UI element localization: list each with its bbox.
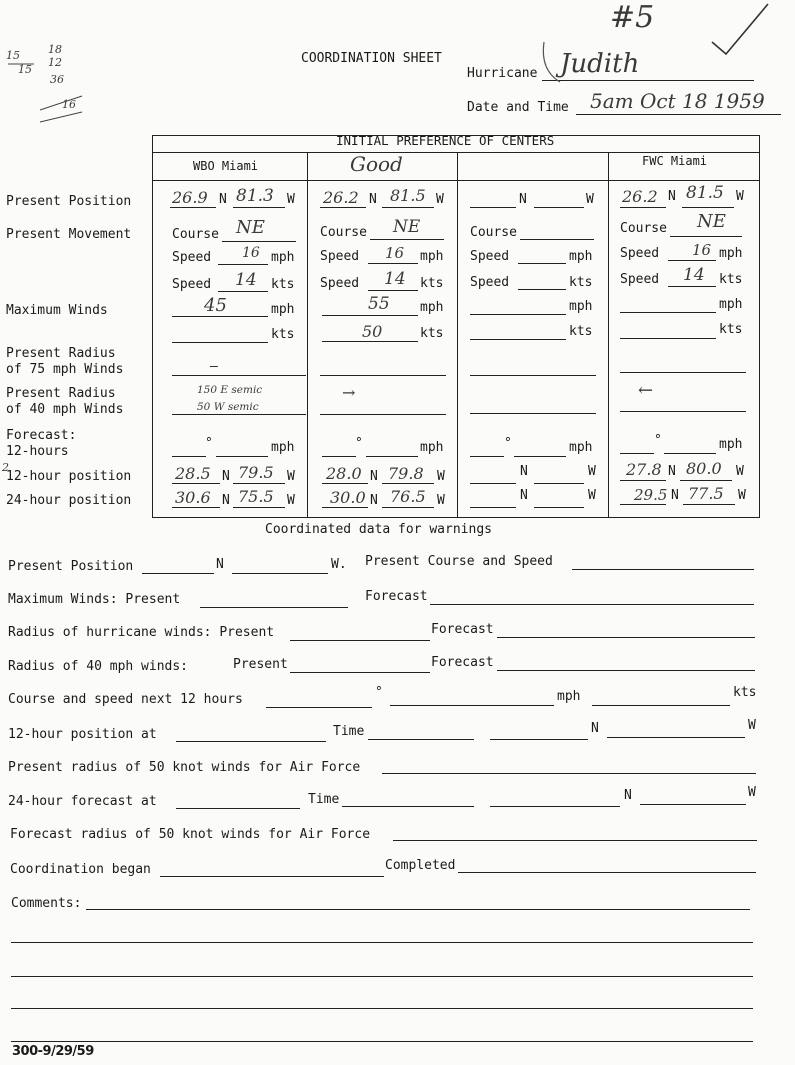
- good-p24-w-line: [382, 507, 434, 508]
- fwc-p24-w-line: [683, 504, 735, 505]
- forecast24-time-label: Time: [308, 792, 340, 807]
- wbo-speed-mph-label: Speed: [172, 250, 212, 265]
- margin-note-3: 18: [48, 43, 62, 56]
- fwc-pos-w-unit: W: [736, 189, 744, 204]
- blank-speed-kts-unit: kts: [569, 275, 593, 290]
- good-r75-line: [320, 375, 446, 376]
- radius-40-present-line: [290, 672, 430, 673]
- forecast24-n-unit: N: [624, 788, 632, 803]
- good-max-mph-line: [322, 315, 418, 316]
- good-speed-mph-value: 16: [385, 244, 405, 262]
- wbo-p12-n-line: [172, 483, 220, 484]
- good-speed-mph-line: [368, 263, 418, 264]
- wbo-course-value: NE: [236, 217, 265, 238]
- good-speed-kts-value: 14: [384, 269, 406, 289]
- table-caption-rule: [152, 152, 760, 153]
- wbo-p12-n-unit: N: [222, 469, 230, 484]
- margin-note-1: 15: [6, 49, 20, 62]
- label-12-hours: 12-hours: [6, 444, 69, 459]
- forecast24-at-label: 24-hour forecast at: [8, 794, 157, 809]
- blank-r75-line: [470, 375, 596, 376]
- forecast24-w-unit: W: [748, 785, 756, 800]
- good-max-kts-line: [322, 341, 418, 342]
- label-radius40-line2: of 40 mph Winds: [6, 402, 124, 417]
- fwc-speed-mph-value: 16: [692, 241, 712, 259]
- fwc-fc-deg-line: [620, 453, 654, 454]
- good-speed-kts-line: [368, 290, 418, 291]
- column-header-wbo: WBO Miami: [193, 159, 259, 173]
- wbo-speed-mph-line: [218, 264, 268, 265]
- label-radius75-line2: of 75 mph Winds: [6, 362, 124, 377]
- course-speed-12-kts-line: [592, 705, 730, 706]
- fwc-r75-line: [620, 372, 746, 373]
- wbo-p24-w-line: [233, 507, 285, 508]
- max-winds-present-line: [200, 607, 348, 608]
- good-max-mph-value: 55: [368, 294, 390, 314]
- comments-line-4: [11, 1008, 753, 1009]
- pos12-n-unit: N: [591, 721, 599, 736]
- blank-max-kts-unit: kts: [569, 324, 593, 339]
- fwc-pos-n-line: [620, 207, 666, 208]
- wbo-speed-kts-value: 14: [235, 270, 257, 290]
- date-time-value: 5am Oct 18 1959: [590, 89, 765, 113]
- radius-40-present-label: Present: [233, 657, 288, 672]
- blank-p12-n-line: [470, 483, 516, 484]
- corner-mark: #5: [610, 0, 655, 35]
- table-col-divider-1: [307, 152, 308, 517]
- good-max-kts-unit: kts: [420, 326, 444, 341]
- radius-40-forecast-label: Forecast: [431, 655, 494, 670]
- fwc-p12-n-line: [620, 480, 666, 481]
- wbo-r75-line: [172, 375, 306, 376]
- margin-rule-2: [40, 96, 82, 110]
- max-winds-forecast-label: Forecast: [365, 589, 428, 604]
- present-position-n-unit: N: [216, 557, 224, 572]
- radius-40-forecast-line: [497, 670, 755, 671]
- table-col-divider-3: [608, 152, 609, 517]
- fwc-max-kts-line: [620, 338, 716, 339]
- fwc-course-label: Course: [620, 221, 667, 236]
- fwc-max-mph-line: [620, 312, 716, 313]
- wbo-r40-value-2: 50 W semic: [197, 401, 259, 413]
- blank-fc-mph-line: [514, 456, 566, 457]
- radius50-forecast-label: Forecast radius of 50 knot winds for Air Force: [10, 827, 371, 842]
- forecast24-at-line: [176, 808, 300, 809]
- coord-began-label: Coordination began: [10, 862, 151, 877]
- fwc-p24-n-line: [620, 504, 666, 505]
- wbo-course-label: Course: [172, 227, 219, 242]
- blank-speed-mph-unit: mph: [569, 249, 593, 264]
- blank-max-kts-line: [470, 339, 566, 340]
- wbo-p24-w-value: 75.5: [238, 487, 274, 506]
- course-speed-12-mph-unit: mph: [557, 689, 581, 704]
- wbo-p24-w-unit: W: [287, 493, 295, 508]
- present-course-speed-line: [572, 569, 754, 570]
- wbo-max-mph-unit: mph: [271, 302, 295, 317]
- good-p24-w-unit: W: [437, 493, 445, 508]
- wbo-p12-w-value: 79.5: [238, 463, 274, 482]
- margin-note-2: 15: [18, 63, 32, 76]
- forecast24-time-line: [342, 806, 474, 807]
- fwc-p24-n-value: 29.5: [634, 486, 668, 504]
- pos12-time-line: [368, 739, 474, 740]
- comments-line-1: [86, 909, 750, 910]
- good-p24-n-line: [322, 507, 368, 508]
- fwc-pos-n-unit: N: [668, 189, 676, 204]
- date-time-label: Date and Time: [467, 100, 569, 115]
- completed-label: Completed: [385, 858, 456, 873]
- radius-hurricane-forecast-label: Forecast: [431, 622, 494, 637]
- column-header-fwc: FWC Miami: [642, 154, 708, 168]
- wbo-max-kts-unit: kts: [271, 327, 295, 342]
- good-pos-w-line: [382, 207, 434, 208]
- good-fc-deg-unit: °: [355, 436, 363, 451]
- course-speed-12-deg-unit: °: [375, 685, 383, 700]
- good-fc-deg-line: [322, 456, 356, 457]
- margin-note-4: 12: [48, 56, 62, 69]
- max-winds-forecast-line: [430, 604, 754, 605]
- fwc-p12-n-unit: N: [668, 464, 676, 479]
- comments-line-2: [11, 942, 753, 943]
- blank-speed-kts-line: [518, 289, 566, 290]
- good-p12-w-value: 79.8: [388, 464, 424, 483]
- wbo-fc-mph-unit: mph: [271, 440, 295, 455]
- wbo-p24-n-line: [172, 507, 220, 508]
- pos12-at-line: [176, 741, 326, 742]
- blank-course-label: Course: [470, 225, 517, 240]
- good-fc-mph-unit: mph: [420, 440, 444, 455]
- comments-line-3: [11, 976, 753, 977]
- fwc-r40-line: [620, 411, 746, 412]
- pos12-time-label: Time: [333, 724, 365, 739]
- fwc-speed-kts-line: [668, 286, 716, 287]
- radius50-forecast-line: [393, 840, 757, 841]
- blank-speed-mph-label: Speed: [470, 249, 510, 264]
- comments-label: Comments:: [11, 896, 82, 911]
- fwc-r40-value: ←: [638, 380, 654, 401]
- present-position-label: Present Position: [8, 559, 134, 574]
- course-speed-12-kts-unit: kts: [733, 685, 757, 700]
- blank-fc-deg-unit: °: [504, 436, 512, 451]
- judith-flourish: [543, 42, 560, 82]
- fwc-pos-n-value: 26.2: [622, 187, 658, 206]
- fwc-speed-mph-unit: mph: [719, 246, 743, 261]
- good-pos-n-unit: N: [369, 192, 377, 207]
- fwc-course-line: [670, 236, 742, 237]
- wbo-p12-w-unit: W: [287, 469, 295, 484]
- fwc-p24-w-unit: W: [738, 488, 746, 503]
- good-pos-w-unit: W: [436, 192, 444, 207]
- course-speed-12-label: Course and speed next 12 hours: [8, 692, 243, 707]
- wbo-pos-w-value: 81.3: [236, 186, 274, 206]
- label-present-position: Present Position: [6, 194, 132, 209]
- column-header-good: Good: [350, 152, 403, 176]
- fwc-fc-mph-line: [664, 453, 716, 454]
- course-speed-12-deg-line: [266, 707, 372, 708]
- blank-r40-line: [470, 413, 596, 414]
- coordinated-data-heading: Coordinated data for warnings: [265, 522, 492, 537]
- wbo-pos-n-line: [170, 207, 216, 208]
- wbo-speed-kts-line: [218, 291, 268, 292]
- margin-note-5: 36: [50, 73, 64, 86]
- completed-line: [458, 872, 756, 873]
- good-p12-n-line: [322, 483, 368, 484]
- margin-note-6: 16: [62, 98, 76, 111]
- wbo-p24-n-unit: N: [222, 493, 230, 508]
- wbo-course-line: [222, 241, 296, 242]
- fwc-max-kts-unit: kts: [719, 322, 743, 337]
- pos12-w-unit: W: [748, 718, 756, 733]
- good-p24-n-value: 30.0: [330, 488, 366, 507]
- blank-max-mph-line: [470, 314, 566, 315]
- fwc-pos-w-line: [682, 207, 734, 208]
- radius-hurricane-forecast-line: [497, 637, 755, 638]
- label-24-hour-position: 24-hour position: [6, 493, 132, 508]
- wbo-r40-line: [172, 414, 306, 415]
- good-course-line: [370, 239, 444, 240]
- fwc-p12-w-value: 80.0: [686, 459, 722, 478]
- wbo-pos-w-unit: W: [287, 192, 295, 207]
- pos12-n-line: [490, 739, 588, 740]
- blank-pos-n-line: [470, 207, 516, 208]
- table-caption: INITIAL PREFERENCE OF CENTERS: [336, 133, 555, 148]
- wbo-speed-kts-unit: kts: [271, 277, 295, 292]
- form-number: 300-9/29/59: [12, 1044, 94, 1059]
- wbo-fc-deg-line: [172, 456, 206, 457]
- blank-speed-kts-label: Speed: [470, 275, 510, 290]
- present-position-n-line: [142, 573, 214, 574]
- blank-speed-mph-line: [518, 263, 566, 264]
- good-p12-n-unit: N: [370, 469, 378, 484]
- blank-p24-n-unit: N: [520, 488, 528, 503]
- good-p24-w-value: 76.5: [390, 487, 426, 506]
- wbo-p12-w-line: [233, 483, 285, 484]
- forecast24-n-line: [490, 806, 620, 807]
- fwc-speed-kts-label: Speed: [620, 272, 660, 287]
- fwc-fc-mph-unit: mph: [719, 437, 743, 452]
- coord-began-line: [160, 876, 384, 877]
- forecast24-w-line: [640, 804, 746, 805]
- wbo-speed-mph-value: 16: [242, 245, 260, 261]
- label-present-movement: Present Movement: [6, 227, 132, 242]
- good-speed-kts-label: Speed: [320, 276, 360, 291]
- radius50-present-label: Present radius of 50 knot winds for Air Force: [8, 760, 361, 775]
- fwc-p12-n-value: 27.8: [626, 460, 662, 479]
- wbo-pos-n-unit: N: [219, 192, 227, 207]
- blank-p24-w-line: [534, 507, 584, 508]
- good-course-label: Course: [320, 225, 367, 240]
- comments-line-5: [11, 1041, 753, 1042]
- blank-p12-n-unit: N: [520, 464, 528, 479]
- max-winds-present-label: Maximum Winds: Present: [8, 592, 181, 607]
- blank-course-line: [520, 239, 594, 240]
- margin-rule-3: [40, 112, 82, 122]
- fwc-p24-w-value: 77.5: [688, 484, 724, 503]
- fwc-course-value: NE: [697, 211, 726, 232]
- blank-pos-w-line: [534, 207, 584, 208]
- wbo-fc-deg-unit: °: [205, 436, 213, 451]
- label-radius75-line1: Present Radius: [6, 346, 116, 361]
- present-position-w-line: [232, 573, 328, 574]
- label-radius40-line1: Present Radius: [6, 386, 116, 401]
- good-pos-w-value: 81.5: [390, 186, 426, 205]
- label-forecast: Forecast:: [6, 428, 77, 443]
- wbo-max-mph-value: 45: [204, 295, 227, 316]
- margin-mark-12h: 2: [2, 461, 9, 474]
- radius-hurricane-present-line: [290, 640, 430, 641]
- wbo-speed-kts-label: Speed: [172, 277, 212, 292]
- wbo-p12-n-value: 28.5: [175, 464, 211, 483]
- fwc-p24-n-unit: N: [671, 488, 679, 503]
- good-max-mph-unit: mph: [420, 300, 444, 315]
- wbo-fc-mph-line: [216, 456, 268, 457]
- good-p12-w-unit: W: [437, 469, 445, 484]
- fwc-max-mph-unit: mph: [719, 297, 743, 312]
- good-p12-w-line: [382, 483, 434, 484]
- good-speed-mph-unit: mph: [420, 249, 444, 264]
- good-fc-mph-line: [366, 456, 418, 457]
- good-speed-mph-label: Speed: [320, 249, 360, 264]
- hurricane-value: Judith: [560, 49, 640, 79]
- fwc-speed-kts-value: 14: [683, 265, 705, 285]
- good-p12-n-value: 28.0: [326, 464, 362, 483]
- good-r40-line: [320, 414, 446, 415]
- wbo-pos-w-line: [233, 207, 285, 208]
- good-speed-kts-unit: kts: [420, 276, 444, 291]
- checkmark-icon: [712, 4, 768, 54]
- sheet-title: COORDINATION SHEET: [301, 51, 442, 66]
- good-r40-value: →: [342, 383, 356, 402]
- present-course-speed-label: Present Course and Speed: [365, 554, 553, 569]
- fwc-speed-mph-line: [668, 260, 716, 261]
- blank-p12-w-line: [534, 483, 584, 484]
- fwc-p12-w-unit: W: [736, 464, 744, 479]
- fwc-pos-w-value: 81.5: [686, 183, 724, 203]
- fwc-fc-deg-unit: °: [654, 433, 662, 448]
- wbo-pos-n-value: 26.9: [172, 188, 208, 207]
- blank-max-mph-unit: mph: [569, 299, 593, 314]
- course-speed-12-mph-line: [390, 705, 554, 706]
- blank-p24-w-unit: W: [588, 488, 596, 503]
- wbo-r40-value-1: 150 E semic: [197, 384, 263, 396]
- blank-pos-w-unit: W: [586, 192, 594, 207]
- good-p24-n-unit: N: [370, 493, 378, 508]
- radius-40-label: Radius of 40 mph winds:: [8, 659, 189, 674]
- good-course-value: NE: [393, 217, 421, 237]
- pos12-at-label: 12-hour position at: [8, 727, 157, 742]
- fwc-speed-kts-unit: kts: [719, 272, 743, 287]
- wbo-p24-n-value: 30.6: [175, 488, 211, 507]
- pos12-w-line: [607, 737, 745, 738]
- blank-pos-n-unit: N: [519, 192, 527, 207]
- blank-fc-mph-unit: mph: [569, 440, 593, 455]
- table-col-divider-2: [457, 152, 458, 517]
- good-pos-n-value: 26.2: [323, 188, 359, 207]
- wbo-max-mph-line: [172, 316, 268, 317]
- good-max-kts-value: 50: [362, 322, 383, 341]
- radius-hurricane-label: Radius of hurricane winds: Present: [8, 625, 275, 640]
- blank-p24-n-line: [470, 507, 516, 508]
- hurricane-label: Hurricane: [467, 66, 538, 81]
- blank-fc-deg-line: [470, 456, 504, 457]
- table-header-rule: [152, 180, 760, 181]
- wbo-r75-value: —: [210, 359, 218, 374]
- fwc-speed-mph-label: Speed: [620, 246, 660, 261]
- blank-p12-w-unit: W: [588, 464, 596, 479]
- label-12-hour-position: 12-hour position: [6, 469, 132, 484]
- wbo-max-kts-line: [172, 342, 268, 343]
- label-maximum-winds: Maximum Winds: [6, 303, 108, 318]
- radius50-present-line: [382, 773, 756, 774]
- good-pos-n-line: [320, 207, 366, 208]
- present-position-w-unit: W.: [331, 557, 347, 572]
- fwc-p12-w-line: [680, 480, 732, 481]
- wbo-speed-mph-unit: mph: [271, 250, 295, 265]
